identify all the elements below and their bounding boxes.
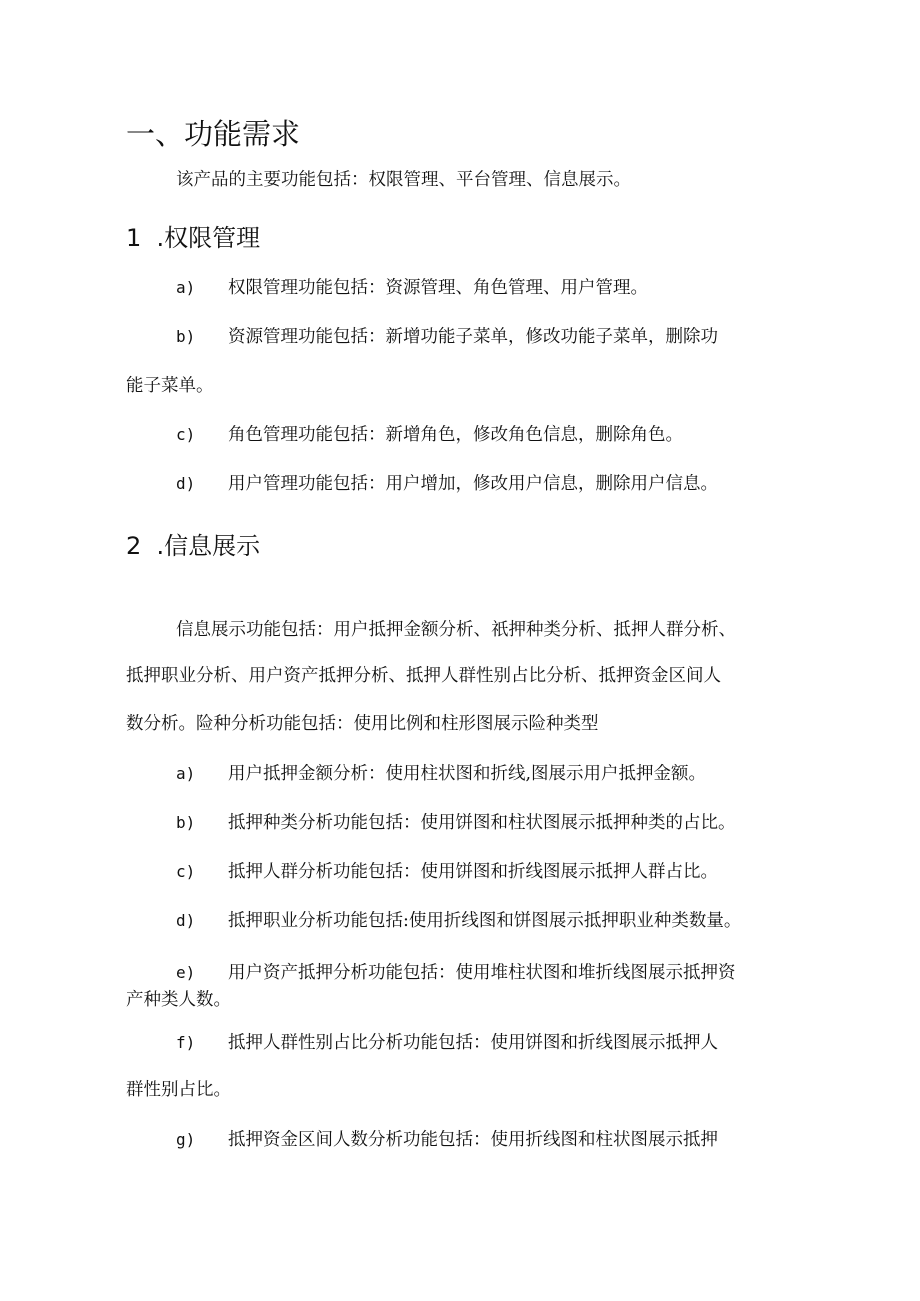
paragraph-line: 信息展示功能包括：用户抵押金额分析、祇押种类分析、抵押人群分析、 bbox=[176, 620, 736, 640]
list-label: c) bbox=[176, 862, 196, 881]
list-item bbox=[176, 860, 718, 884]
list-label: d) bbox=[176, 911, 196, 930]
list-item bbox=[176, 423, 683, 447]
list-item bbox=[176, 961, 736, 985]
list-text: 抵押种类分析功能包括：使用饼图和柱状图展示抵押种类的占比。 bbox=[228, 813, 736, 833]
list-text: 角色管理功能包括：新增角色，修改角色信息，删除角色。 bbox=[228, 425, 683, 445]
list-text: 用户抵押金额分析：使用柱状图和折线,图展示用户抵押金额。 bbox=[228, 764, 707, 784]
paragraph-line: 数分析。险种分析功能包括：使用比例和柱形图展示险种类型 bbox=[126, 714, 599, 734]
list-label: d) bbox=[176, 474, 196, 493]
list-text: 用户管理功能包括：用户增加，修改用户信息，删除用户信息。 bbox=[228, 474, 718, 494]
list-text: 资源管理功能包括：新增功能子菜单，修改功能子菜单，删除功 bbox=[228, 327, 718, 347]
list-text: 抵押人群性别占比分析功能包括：使用饼图和折线图展示抵押人 bbox=[228, 1033, 718, 1053]
list-label: f) bbox=[176, 1033, 196, 1052]
list-item bbox=[176, 909, 741, 933]
list-item bbox=[176, 325, 718, 349]
section-1-title: 1 .权限管理 bbox=[126, 224, 261, 252]
list-item bbox=[176, 811, 736, 835]
list-text: 抵押职业分析功能包括:使用折线图和饼图展示抵押职业种类数量。 bbox=[228, 911, 742, 931]
list-label: b) bbox=[176, 327, 196, 346]
list-label: a) bbox=[176, 278, 196, 297]
list-item bbox=[176, 1031, 718, 1055]
list-text: 用户资产抵押分析功能包括：使用堆柱状图和堆折线图展示抵押资 bbox=[228, 963, 736, 983]
list-label: g) bbox=[176, 1130, 196, 1149]
list-text-continued: 能子菜单。 bbox=[126, 376, 214, 396]
list-item bbox=[176, 1128, 718, 1152]
intro-paragraph: 该产品的主要功能包括：权限管理、平台管理、信息展示。 bbox=[176, 170, 631, 190]
list-text-continued: 产种类人数。 bbox=[126, 990, 231, 1010]
list-text: 抵押人群分析功能包括：使用饼图和折线图展示抵押人群占比。 bbox=[228, 862, 718, 882]
list-item bbox=[176, 472, 718, 496]
paragraph-line: 抵押职业分析、用户资产抵押分析、抵押人群性别占比分析、抵押资金区间人 bbox=[126, 666, 721, 686]
list-text-continued: 群性别占比。 bbox=[126, 1080, 231, 1100]
list-item bbox=[176, 276, 648, 300]
section-2-title: 2 .信息展示 bbox=[126, 532, 261, 560]
list-label: a) bbox=[176, 764, 196, 783]
main-heading: 一、功能需求 bbox=[126, 117, 301, 151]
list-text: 权限管理功能包括：资源管理、角色管理、用户管理。 bbox=[228, 278, 648, 298]
list-label: b) bbox=[176, 813, 196, 832]
list-item bbox=[176, 762, 706, 786]
list-text: 抵押资金区间人数分析功能包括：使用折线图和柱状图展示抵押 bbox=[228, 1130, 718, 1150]
list-label: c) bbox=[176, 425, 196, 444]
list-label: e) bbox=[176, 963, 196, 982]
